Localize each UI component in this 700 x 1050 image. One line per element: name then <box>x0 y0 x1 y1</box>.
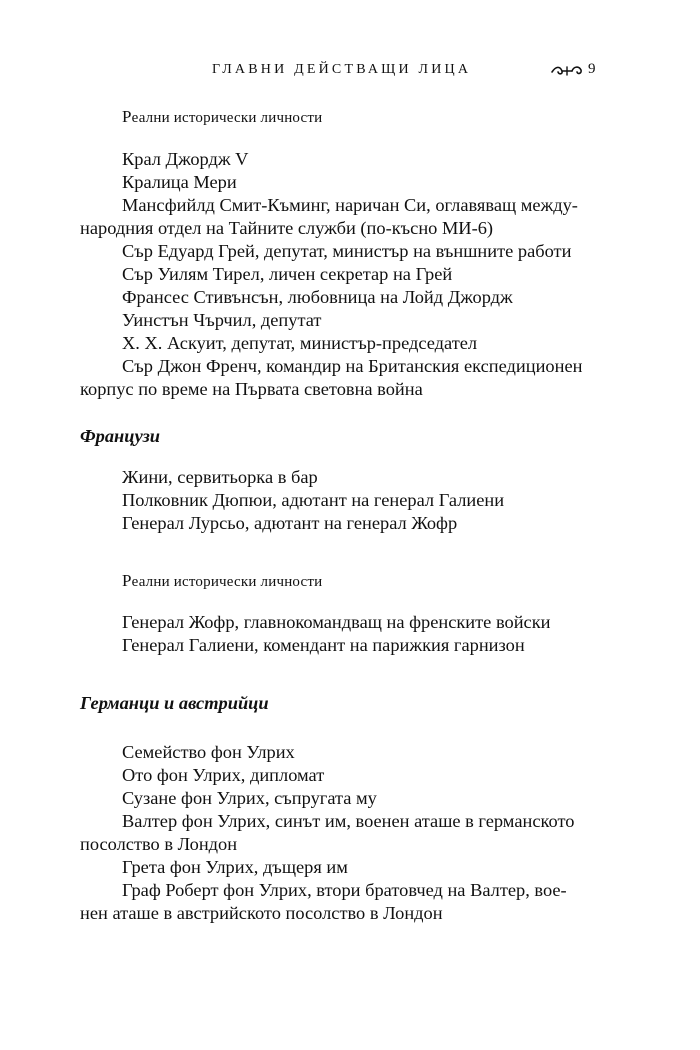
running-title: ГЛАВНИ ДЕЙСТВАЩИ ЛИЦА <box>212 62 472 77</box>
list-item: Жини, сервитьорка в бар <box>122 467 318 487</box>
fleuron-ornament-icon <box>550 63 584 79</box>
section-heading-germans: Германци и австрийци <box>80 693 269 713</box>
list-item: Граф Роберт фон Улрих, втори братовчед на Валтер, вое- <box>122 880 567 900</box>
list-item-continuation: посолство в Лондон <box>80 834 238 854</box>
list-item: Генерал Жофр, главнокомандващ на френските войски <box>122 612 551 632</box>
list-item-continuation: народния отдел на Тайните служби (по-късно МИ-6) <box>80 218 494 238</box>
list-item: Семейство фон Улрих <box>122 742 295 762</box>
list-item: Кралица Мери <box>122 172 237 192</box>
list-item: Сър Джон Френч, командир на Британския експедиционен <box>122 356 583 376</box>
list-item: Грета фон Улрих, дъщеря им <box>122 857 348 877</box>
subheading-rest: еални исторически личности <box>131 110 323 126</box>
subheading-real-figures-british <box>122 107 322 127</box>
list-item: Мансфийлд Смит-Къминг, наричан Си, оглавяващ между- <box>122 195 578 215</box>
list-item: Крал Джордж V <box>122 149 249 169</box>
list-item: Уинстън Чърчил, депутат <box>122 310 322 330</box>
list-item: Сузане фон Улрих, съпругата му <box>122 788 377 808</box>
list-item: Франсес Стивънсън, любовница на Лойд Джордж <box>122 287 513 307</box>
list-item: Ото фон Улрих, дипломат <box>122 765 325 785</box>
subheading-initial: Р <box>122 107 132 126</box>
list-item: Сър Уилям Тирел, личен секретар на Грей <box>122 264 453 284</box>
section-heading-french: Французи <box>80 426 161 446</box>
list-item-continuation: корпус по време на Първата световна война <box>80 379 423 399</box>
subheading-rest: еални исторически личности <box>131 574 323 590</box>
running-header <box>80 62 620 82</box>
list-item: Валтер фон Улрих, синът им, военен аташе в германското <box>122 811 575 831</box>
list-item: Полковник Дюпюи, адютант на генерал Галиени <box>122 490 505 510</box>
list-item: Сър Едуард Грей, депутат, министър на външните работи <box>122 241 572 261</box>
subheading-initial: Р <box>122 571 132 590</box>
page-number: 9 <box>588 61 596 77</box>
list-item: Генерал Лурсьо, адютант на генерал Жофр <box>122 513 458 533</box>
list-item-continuation: нен аташе в австрийското посолство в Лондон <box>80 903 443 923</box>
list-item: Х. Х. Аскуит, депутат, министър-председател <box>122 333 478 353</box>
subheading-real-figures-french <box>122 571 322 591</box>
list-item: Генерал Галиени, комендант на парижкия гарнизон <box>122 635 525 655</box>
